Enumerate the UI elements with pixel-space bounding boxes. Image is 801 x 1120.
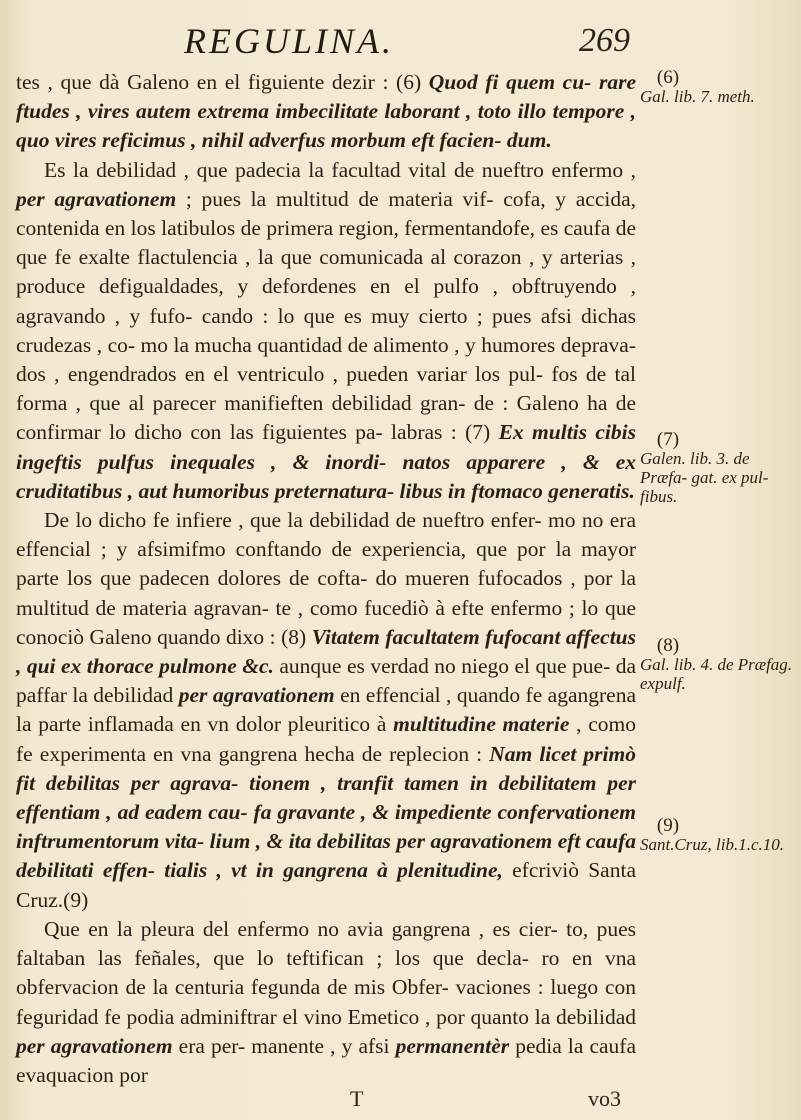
latin-quotation: per agravationem: [16, 186, 177, 211]
page-footer: [0, 1086, 801, 1116]
signature-mark: T: [350, 1086, 364, 1111]
text-run: Que en la pleura del enfermo no avia gangrena , es cier- to, pues faltaban las feñales, que lo teftifican ; los que decla- ro en vna obfervacion de la centuria fegunda de mis Obfer- vaciones : luego con feguridad fe podia adminiftrar el vino Emetico , por quanto la debilidad: [16, 916, 636, 1029]
latin-quotation: Vitatem facultatem fufocant affectus , qui ex thorace pulmone &c.: [16, 624, 636, 679]
latin-quotation: Quod fi quem cu- rare ftudes , vires autem extrema imbecilitate laborant , toto illo tempore , quo vires reficimus , nihil adverfus morbum eft facien- dum.: [16, 70, 636, 153]
text-run: De lo dicho fe infiere , que la debilidad de nueftro enfer- mo no era effencial ; y afsimifmo conftando de experiencia, que por la mayor parte los que padecen dolores de cofta- do mueren fufocados , por la multitud de materia agravan- te , como fucediò à efte enfermo ; lo que conociò Galeno quando dixo : (8): [16, 508, 636, 649]
note-number: (9): [656, 815, 680, 836]
latin-quotation: Ex multis cibis ingeftis pulfus inequales , & inordi- natos apparere , & ex cruditatibus , aut humoribus preternatura- libus in ftomaco generatis.: [16, 420, 636, 503]
text-run: pedia la caufa evaquacion por: [16, 1033, 636, 1087]
paragraph: [16, 915, 636, 1090]
paragraph: [16, 506, 636, 915]
latin-quotation: multitudine materie: [393, 712, 570, 737]
page-number: 269: [579, 22, 630, 59]
text-run: tes , que dà Galeno en el figuiente dezir : (6): [16, 70, 429, 94]
note-reference: Gal. lib. 4. de Præfag. expulf.: [640, 655, 793, 693]
latin-quotation: per agravationem: [16, 1033, 173, 1058]
main-text-column: [16, 68, 636, 1090]
text-run: ; pues la multitud de materia vif- cofa, y accida, contenida en los latibulos de primera region, fermentandofe, es caufa de que fe exalte flactulencia , la que comunicada al corazon , y arterias , produce defigualdades, y defordenes en el pulfo , obftruyendo , agravando , y fufo- cando : lo que es muy cierto ; pues afsi dichas crudezas , co- mo la mucha quantidad de alimento , y humores deprava- dos , engendrados en el ventriculo , pueden variar los pul- fos de tal forma , que al parecer manifieften debilidad gran- de : Galeno ha de confirmar lo dicho con las figuientes pa- labras : (7): [16, 186, 636, 445]
note-number: (7): [656, 429, 680, 450]
text-run: en effencial , quando fe agangrena la parte inflamada en vn dolor pleuritico à: [16, 683, 636, 737]
marginal-note: [640, 68, 800, 106]
catchword: vo3: [588, 1086, 621, 1111]
marginal-note: [640, 430, 800, 506]
text-run: aunque es verdad no niego el que pue- da paffar la debilidad: [16, 654, 636, 708]
latin-quotation: Nam licet primò fit debilitas per agrava- tionem , tranfit tamen in debilitatem per effentiam , ad eadem cau- fa gravante , & impediente confervationem inftrumentorum vita- lium , & ita debilitas per agravationem eft caufa debilitati effen- tialis , vt in gangrena à plenitudine,: [16, 741, 636, 883]
text-run: Es la debilidad , que padecia la facultad vital de nueftro enfermo ,: [44, 157, 636, 182]
marginal-note: [640, 816, 800, 854]
text-run: era per- manente , y afsi: [172, 1033, 396, 1058]
page-header: [150, 14, 630, 64]
note-reference: Gal. lib. 7. meth.: [640, 87, 755, 106]
marginal-notes: [640, 68, 800, 1068]
latin-quotation: permanentèr: [395, 1033, 510, 1058]
note-number: (6): [656, 67, 680, 88]
note-reference: Sant.Cruz, lib.1.c.10.: [640, 835, 785, 854]
paragraph: [16, 156, 636, 506]
running-title: REGULINA.: [184, 21, 394, 61]
note-reference: Galen. lib. 3. de Præfa- gat. ex pul- fibus.: [640, 449, 769, 506]
latin-quotation: per agravationem: [178, 683, 335, 708]
text-run: efcriviò Santa Cruz.(9): [16, 858, 636, 912]
marginal-note: [640, 636, 800, 693]
note-number: (8): [656, 635, 680, 656]
paragraph: [16, 68, 636, 156]
text-run: , como fe experimenta en vna gangrena hecha de replecion :: [16, 712, 636, 766]
